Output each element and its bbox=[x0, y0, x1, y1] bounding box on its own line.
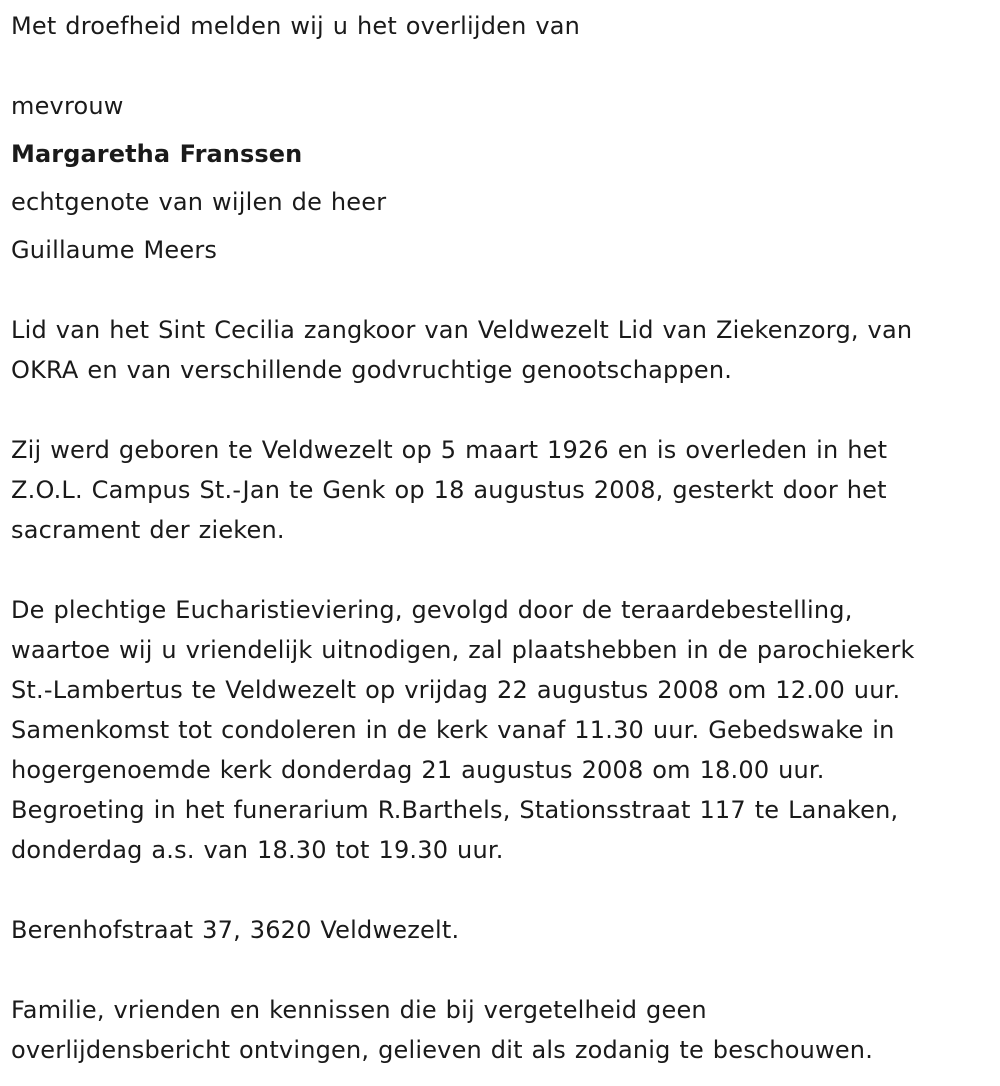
ceremony-line: hogergenoemde kerk donderdag 21 augustus 2008 om 18.00 uur. bbox=[11, 756, 825, 784]
closing-line: Familie, vrienden en kennissen die bij vergetelheid geen bbox=[11, 996, 707, 1024]
ceremony-line: De plechtige Eucharistieviering, gevolgd door de teraardebestelling, bbox=[11, 596, 853, 624]
birth-death-line: sacrament der zieken. bbox=[11, 516, 285, 544]
birth-death-line: Zij werd geboren te Veldwezelt op 5 maart 1926 en is overleden in het bbox=[11, 436, 888, 464]
honorific: mevrouw bbox=[11, 92, 124, 120]
spouse-name: Guillaume Meers bbox=[11, 236, 218, 264]
closing-line: overlijdensbericht ontvingen, gelieven dit als zodanig te beschouwen. bbox=[11, 1036, 874, 1064]
spouse-line: echtgenote van wijlen de heer bbox=[11, 188, 387, 216]
membership-line: Lid van het Sint Cecilia zangkoor van Veldwezelt Lid van Ziekenzorg, van bbox=[11, 316, 913, 344]
ceremony-line: St.-Lambertus te Veldwezelt op vrijdag 22 augustus 2008 om 12.00 uur. bbox=[11, 676, 901, 704]
membership-line: OKRA en van verschillende godvruchtige genootschappen. bbox=[11, 356, 733, 384]
birth-death-line: Z.O.L. Campus St.-Jan te Genk op 18 augustus 2008, gesterkt door het bbox=[11, 476, 887, 504]
ceremony-line: Samenkomst tot condoleren in de kerk vanaf 11.30 uur. Gebedswake in bbox=[11, 716, 895, 744]
deceased-name: Margaretha Franssen bbox=[11, 140, 303, 168]
ceremony-line: Begroeting in het funerarium R.Barthels, Stationsstraat 117 te Lanaken, bbox=[11, 796, 899, 824]
intro-text: Met droefheid melden wij u het overlijden van bbox=[11, 12, 581, 40]
ceremony-line: donderdag a.s. van 18.30 tot 19.30 uur. bbox=[11, 836, 504, 864]
ceremony-line: waartoe wij u vriendelijk uitnodigen, zal plaatshebben in de parochiekerk bbox=[11, 636, 915, 664]
address-line: Berenhofstraat 37, 3620 Veldwezelt. bbox=[11, 916, 460, 944]
